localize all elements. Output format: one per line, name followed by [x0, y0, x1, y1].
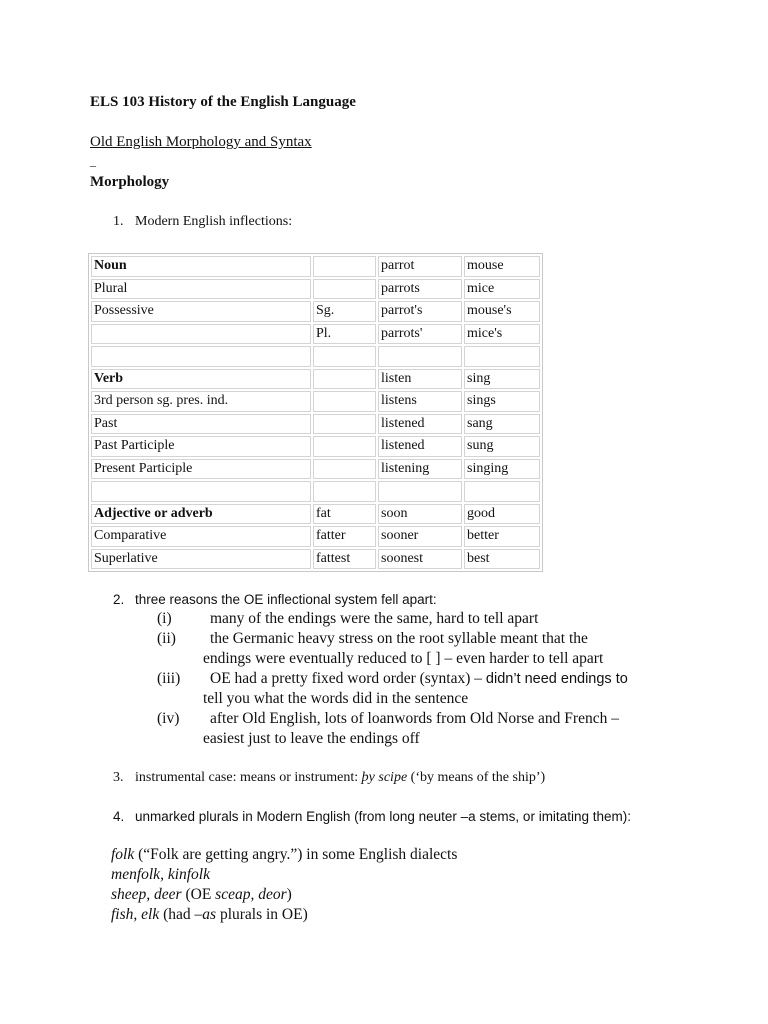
- table-cell: listened: [378, 436, 462, 457]
- table-cell: Pl.: [313, 324, 376, 345]
- item-2-number: 2.: [113, 592, 125, 607]
- reason-label-i: (i): [157, 610, 172, 627]
- table-cell: sang: [464, 414, 540, 435]
- table-cell: mice: [464, 279, 540, 300]
- table-row: [91, 459, 540, 480]
- example-folk-word: folk: [111, 846, 135, 863]
- example-fish: [111, 906, 308, 924]
- table-cell: parrots': [378, 324, 462, 345]
- item-3-prefix: instrumental case: means or instrument:: [135, 770, 362, 785]
- table-row: [91, 391, 540, 412]
- table-cell: sooner: [378, 526, 462, 547]
- table-cell: Past Participle: [91, 436, 311, 457]
- reason-iii-line1b: didn’t need endings to: [485, 671, 628, 687]
- table-cell: 3rd person sg. pres. ind.: [91, 391, 311, 412]
- table-row: [91, 504, 540, 525]
- table-cell: good: [464, 504, 540, 525]
- table-cell: [313, 346, 376, 367]
- table-row: [91, 526, 540, 547]
- table-row: [91, 414, 540, 435]
- example-folk: [111, 846, 457, 864]
- table-cell: Adjective or adverb: [91, 504, 311, 525]
- table-cell: [91, 481, 311, 502]
- table-cell: Plural: [91, 279, 311, 300]
- table-cell: [313, 369, 376, 390]
- table-cell: soon: [378, 504, 462, 525]
- reason-ii-line2: endings were eventually reduced to [ ] – even harder to tell apart: [203, 650, 604, 667]
- reason-label-iii: (iii): [157, 670, 181, 687]
- document-title: ELS 103 History of the English Language: [90, 94, 356, 110]
- table-cell: Sg.: [313, 301, 376, 322]
- table-cell: soonest: [378, 549, 462, 570]
- example-sheep: [111, 886, 292, 904]
- table-cell: better: [464, 526, 540, 547]
- item-3-text: [135, 770, 545, 786]
- document-subtitle: Old English Morphology and Syntax: [90, 134, 312, 150]
- reason-iv-line1: after Old English, lots of loanwords from Old Norse and French –: [210, 710, 619, 727]
- table-cell: mouse: [464, 256, 540, 277]
- table-cell: Verb: [91, 369, 311, 390]
- table-row: [91, 301, 540, 322]
- item-4-text: unmarked plurals in Modern English (from long neuter –a stems, or imitating them):: [135, 809, 631, 824]
- item-4-number: 4.: [113, 809, 125, 824]
- table-cell: [313, 414, 376, 435]
- reason-label-iv: (iv): [157, 710, 180, 727]
- table-cell: Possessive: [91, 301, 311, 322]
- reason-ii-line1: the Germanic heavy stress on the root syllable meant that the: [210, 630, 588, 647]
- reason-iii-line1: [210, 670, 628, 688]
- table-cell: fattest: [313, 549, 376, 570]
- table-cell: listen: [378, 369, 462, 390]
- table-cell: listened: [378, 414, 462, 435]
- table-cell: sung: [464, 436, 540, 457]
- table-row: [91, 436, 540, 457]
- example-sheep-oe: sceap, deor: [215, 886, 287, 903]
- reason-iii-line2: tell you what the words did in the sentence: [203, 690, 469, 707]
- example-fish-as: as: [202, 906, 217, 923]
- table-row: [91, 324, 540, 345]
- inflection-table: [88, 253, 543, 572]
- example-sheep-words: sheep, deer: [111, 886, 182, 903]
- table-cell: sings: [464, 391, 540, 412]
- table-cell: mouse's: [464, 301, 540, 322]
- table-cell: fat: [313, 504, 376, 525]
- table-row: [91, 346, 540, 367]
- item-3-suffix: (‘by means of the ship’): [407, 770, 546, 785]
- item-1-text: Modern English inflections:: [135, 214, 293, 229]
- table-cell: [313, 436, 376, 457]
- table-cell: [313, 391, 376, 412]
- reason-iii-line1a: OE had a pretty fixed word order (syntax) –: [210, 670, 486, 687]
- table-cell: [91, 324, 311, 345]
- table-cell: fatter: [313, 526, 376, 547]
- item-1-number: 1.: [113, 214, 124, 229]
- table-cell: listening: [378, 459, 462, 480]
- example-fish-mid: (had –: [159, 906, 203, 923]
- table-cell: [313, 256, 376, 277]
- table-cell: [378, 481, 462, 502]
- table-row: [91, 256, 540, 277]
- table-cell: [378, 346, 462, 367]
- example-sheep-end: ): [286, 886, 292, 903]
- table-cell: Noun: [91, 256, 311, 277]
- table-cell: [464, 481, 540, 502]
- table-cell: singing: [464, 459, 540, 480]
- table-cell: sing: [464, 369, 540, 390]
- table-cell: parrot: [378, 256, 462, 277]
- table-cell: [91, 346, 311, 367]
- item-3-number: 3.: [113, 770, 124, 785]
- item-3-example: þy scipe: [361, 770, 408, 785]
- table-cell: Comparative: [91, 526, 311, 547]
- table-cell: listens: [378, 391, 462, 412]
- reason-i-line1: many of the endings were the same, hard to tell apart: [210, 610, 539, 627]
- table-row: [91, 279, 540, 300]
- table-cell: [464, 346, 540, 367]
- example-folk-rest: (“Folk are getting angry.”) in some English dialects: [134, 846, 458, 863]
- example-fish-words: fish, elk: [111, 906, 160, 923]
- table-cell: Superlative: [91, 549, 311, 570]
- reason-iv-line2: easiest just to leave the endings off: [203, 730, 420, 747]
- table-row: [91, 481, 540, 502]
- table-cell: parrots: [378, 279, 462, 300]
- table-cell: [313, 481, 376, 502]
- table-row: [91, 549, 540, 570]
- reason-label-ii: (ii): [157, 630, 176, 647]
- example-sheep-mid: (OE: [181, 886, 216, 903]
- table-cell: Present Participle: [91, 459, 311, 480]
- section-heading: Morphology: [90, 174, 170, 190]
- table-cell: [313, 279, 376, 300]
- example-fish-end: plurals in OE): [216, 906, 308, 923]
- table-cell: parrot's: [378, 301, 462, 322]
- table-row: [91, 369, 540, 390]
- underscore-mark: _: [90, 154, 96, 168]
- table-cell: [313, 459, 376, 480]
- item-2-text: three reasons the OE inflectional system fell apart:: [135, 592, 437, 607]
- table-cell: mice's: [464, 324, 540, 345]
- table-cell: Past: [91, 414, 311, 435]
- example-menfolk: [111, 866, 210, 884]
- example-menfolk-words: menfolk, kinfolk: [111, 866, 210, 883]
- table-cell: best: [464, 549, 540, 570]
